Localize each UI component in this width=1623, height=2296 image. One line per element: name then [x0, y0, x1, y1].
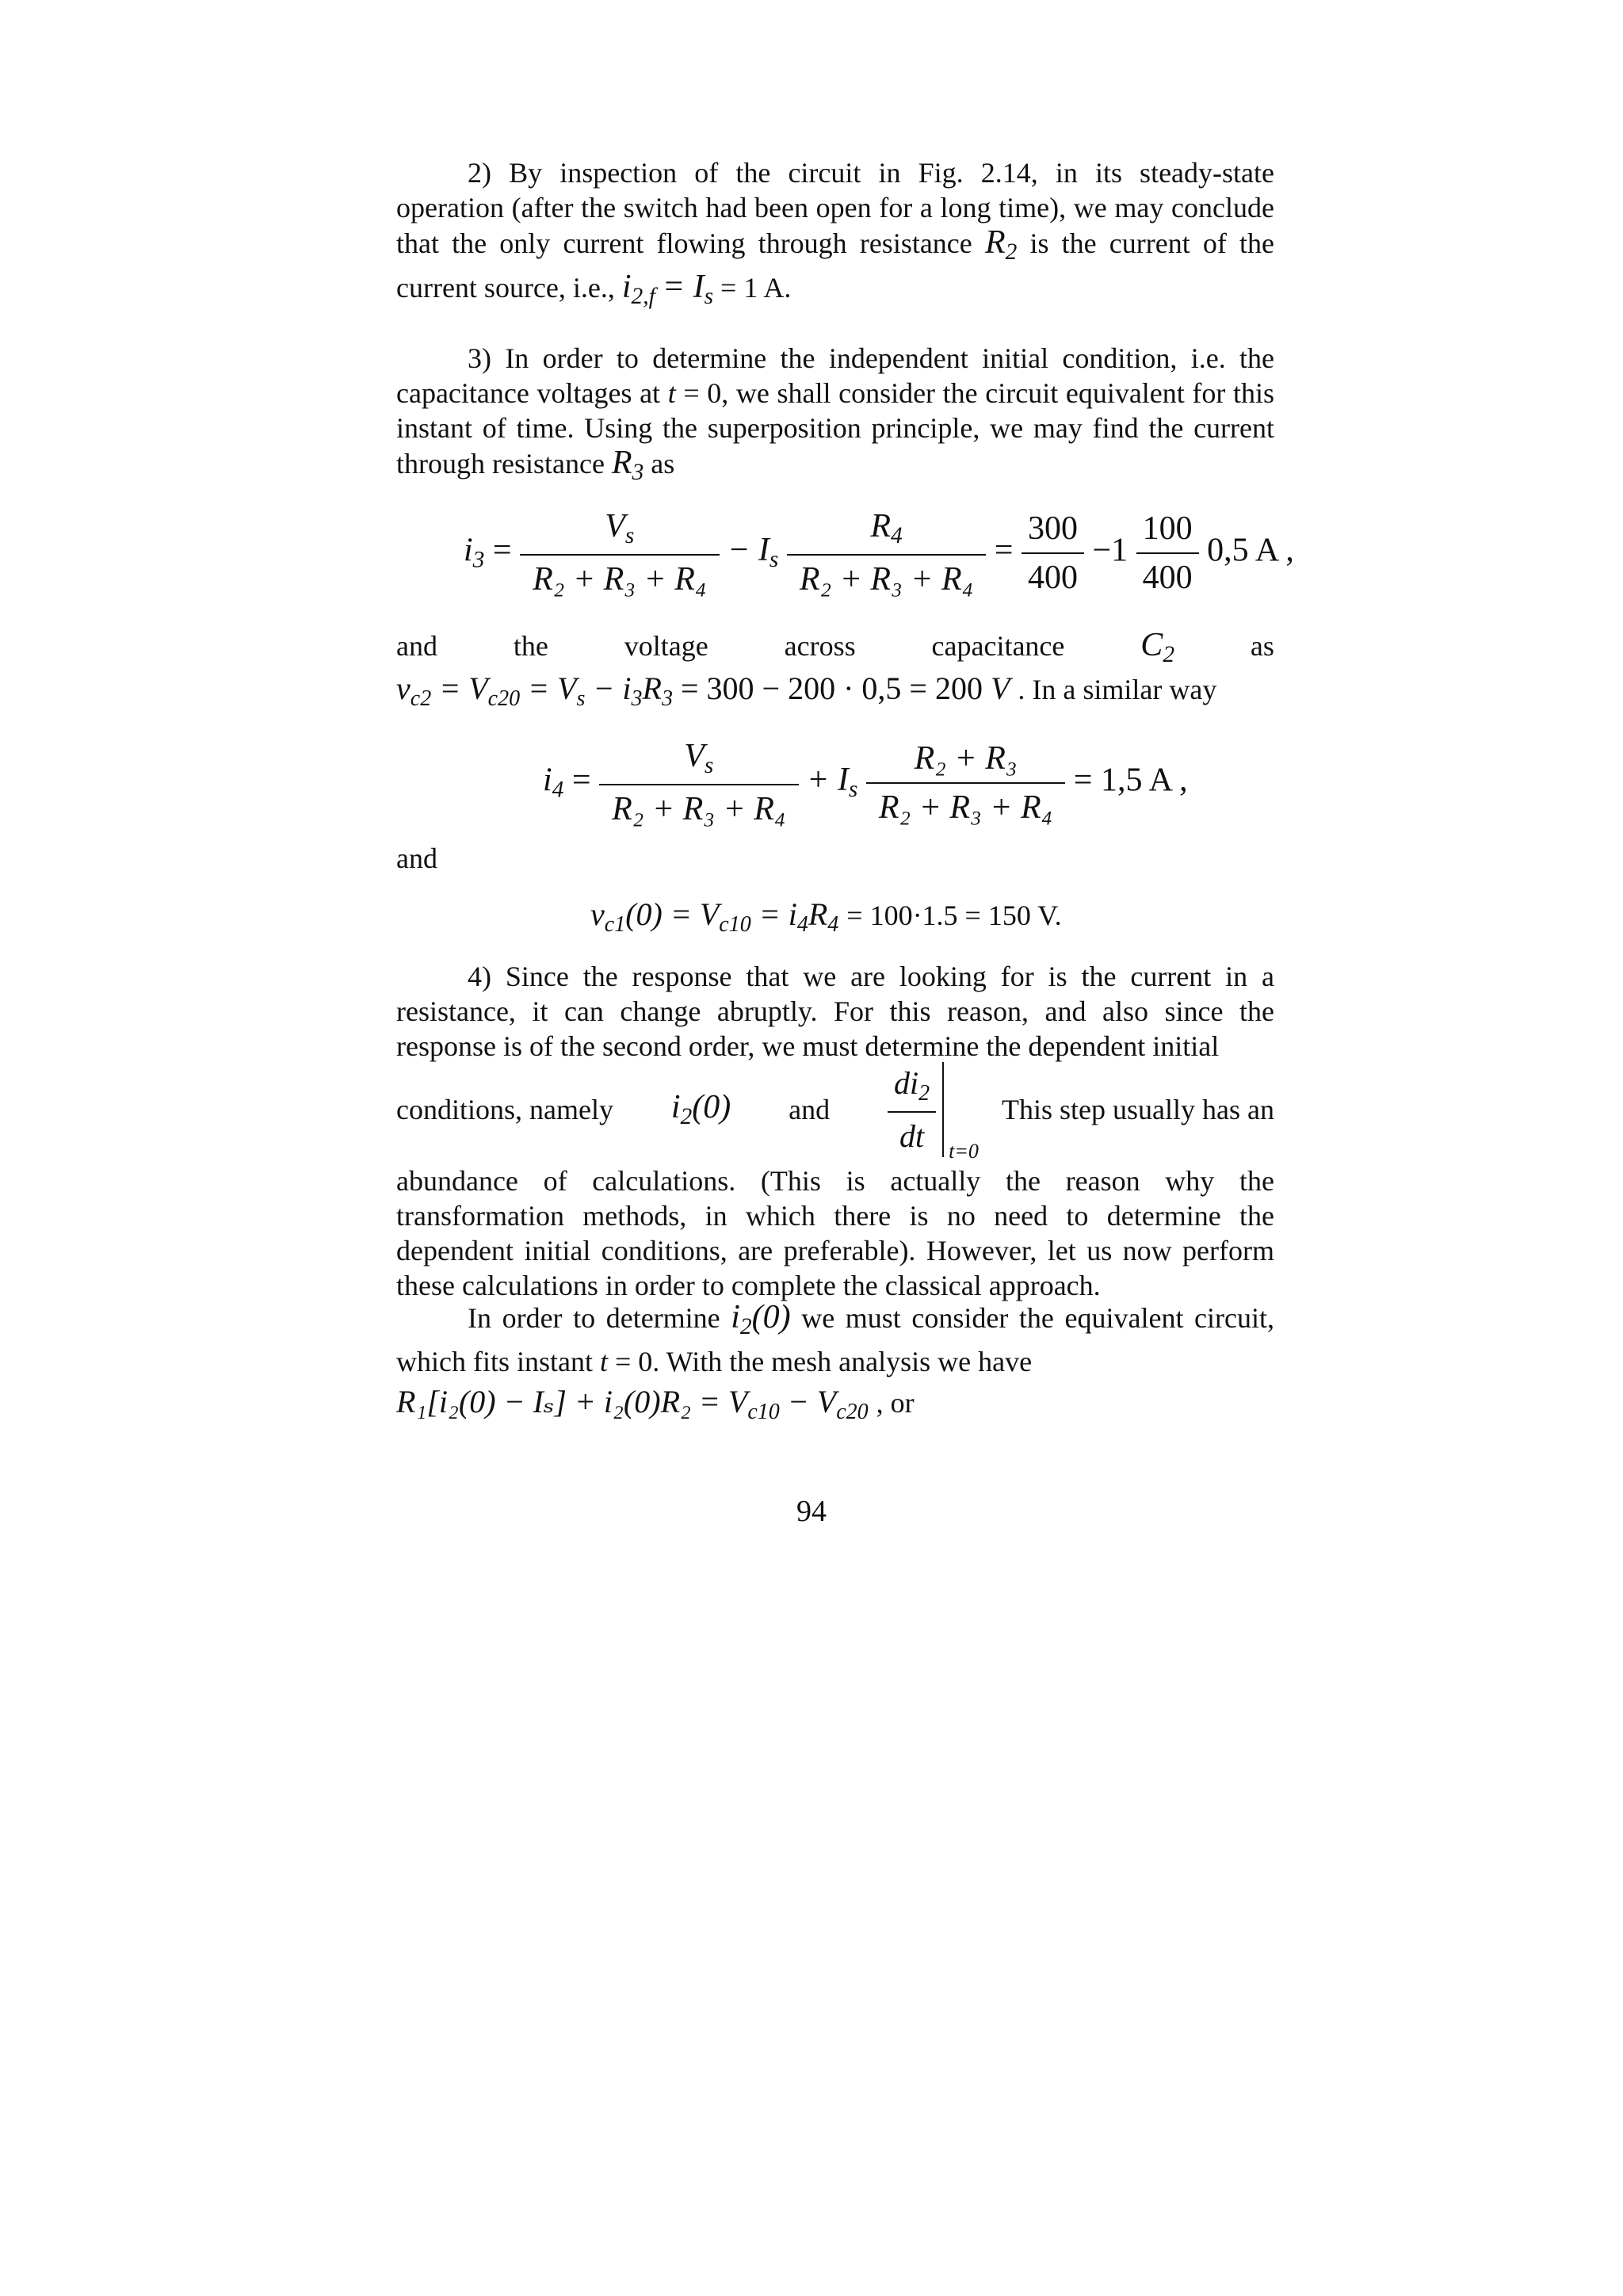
fraction-vs-over-sum: $\frac{V_s}{\text{R₂ + R₃ + R₄}}$: [520, 507, 719, 598]
fraction-r4-over-sum: $\frac{R_4}{\text{R₂ + R₃ + R₄}}$: [787, 507, 986, 598]
fraction-r2r3-over-sum: $\frac{\text{R₂ + R₃}}{\text{R₂ + R₃ + R₄}}$: [866, 739, 1065, 827]
page-number: 94: [796, 1495, 827, 1528]
equation-mesh: $R_1[i_2(0) - I_s] + i_2(0)R_2 = V_{c10} - V_{c20}$ , or: [396, 1384, 915, 1424]
equation-i3: $i_3$ = $\frac{V_s}{\text{R₂ + R₃ + R₄}}$ − $I_s$ $\frac{R_4}{\text{R₂ + R₃ + R₄}}$ = $\frac{300}{400}$ −1 $\frac{100}{400}$ 0,5 A ,: [464, 508, 1294, 598]
current-source-symbol: = $I_s$: [662, 269, 714, 310]
line-voltage-across-c2: and the voltage across capacitance $C_2$ as: [396, 627, 1274, 668]
current-i2f-symbol: $i_{2,f}$: [621, 269, 655, 310]
evaluation-bar: t=0: [942, 1062, 944, 1157]
paragraph-steady-state: 2) By inspection of the circuit in Fig. 2.14, in its steady-state operation (after the switch had been open for a long time), we may conclude that the only current flowing through resistance $R_2$ is the current of the current source, i.e., $i_{2,f} = I_s = 1$ A.: [396, 157, 1275, 310]
fraction-100-over-400: $\frac{100}{400}$: [1136, 510, 1199, 597]
fraction-300-over-400: $\frac{300}{400}$: [1022, 510, 1084, 597]
fraction-vs-over-sum-2: $\frac{V_s}{\text{R₂ + R₃ + R₄}}$: [599, 737, 798, 828]
resistance-r2-symbol: $R_2$: [984, 224, 1018, 266]
paragraph-dependent-initial: 4) Since the response that we are looking for is the current in a resistance, it can change abruptly. For this reason, and also since the response is of the second order, we must determine the dependent initial: [396, 961, 1274, 1062]
paragraph-mesh-analysis: In order to determine $i_2(0)$ we must consider the equivalent circuit, which fits instant t = 0. With the mesh analysis we have: [396, 1299, 1274, 1378]
derivative-di2-dt: $\frac{di_2}{dt}$: [888, 1064, 936, 1155]
resistance-r3-symbol: $R_3$: [611, 445, 644, 486]
equation-vc1: $v_{c1}(0) = V_{c10} = i_4R_4 = 100\cdot 1.5 = 150$ V.: [590, 896, 1062, 937]
text-and: and: [396, 842, 437, 874]
line-conditions-namely: conditions, namely $i_2(0)$ and $\frac{di_2}{dt}$ t=0 This step usually has an: [396, 1062, 1274, 1157]
equation-vc2: $v_{c2} = V_{c20} = V_s - i_3R_3 = 300 - 200 \cdot 0,5 = 200$ V . In a similar way: [396, 670, 1217, 711]
paragraph-abundance: abundance of calculations. (This is actually the reason why the transformation methods, in which there is no need to determine the dependent initial conditions, are preferable). However, let us now perform these calculations in order to complete the classical approach.: [396, 1165, 1274, 1301]
paragraph-initial-condition: 3) In order to determine the independent initial condition, i.e. the capacitance voltages at t = 0, we shall consider the circuit equivalent for this instant of time. Using the superposition principle, we may find the current through resistance $R_3$ as: [396, 342, 1275, 486]
equation-i4: $i_4$ = $\frac{V_s}{\text{R₂ + R₃ + R₄}}$ + $I_s$ $\frac{\text{R₂ + R₃}}{\text{R₂ + R₃ + R₄}}$ = 1,5 A ,: [543, 738, 1188, 828]
